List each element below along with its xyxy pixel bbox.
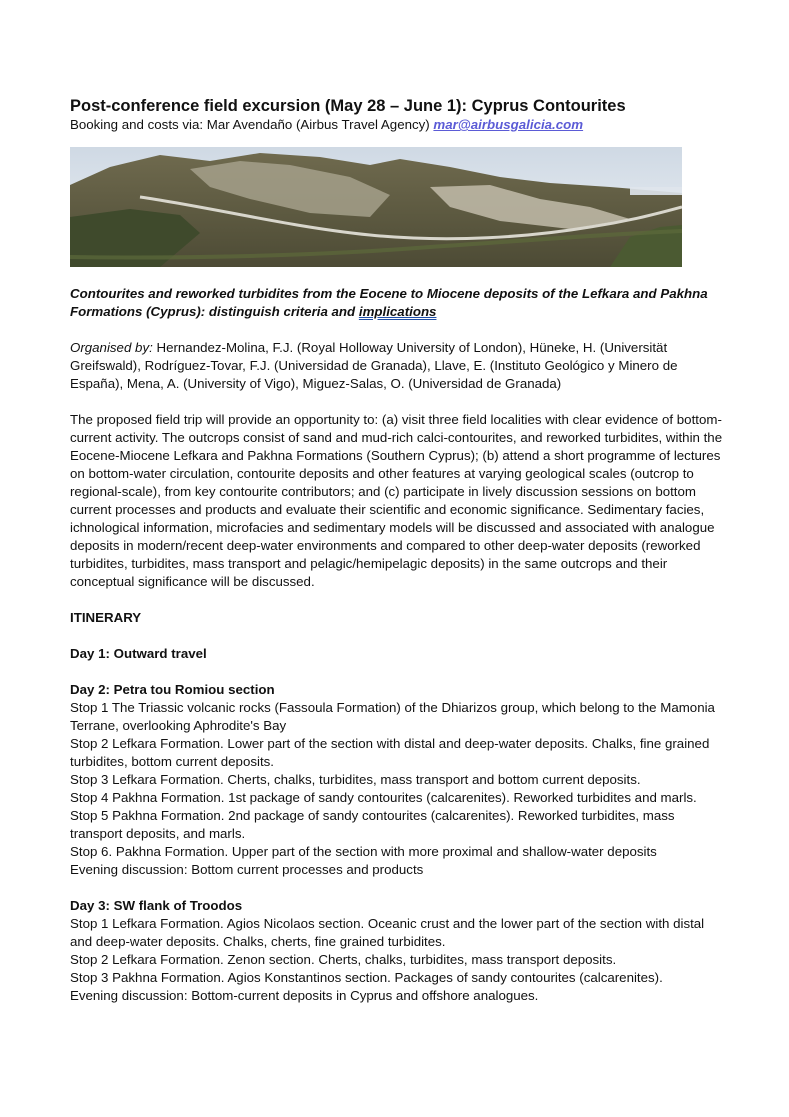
- subtitle-last-word: implications: [358, 304, 437, 319]
- day3-stop-3: Stop 3 Pakhna Formation. Agios Konstantinos section. Packages of sandy contourites (calcarenites).: [70, 970, 663, 985]
- organised-label: Organised by:: [70, 340, 153, 355]
- description-paragraph: The proposed field trip will provide an opportunity to: (a) visit three field localities with clear evidence of bottom-current activity. The outcrops consist of sand and mud-rich calci-contourites, and reworked turbidites, within the Eocene-Miocene Lefkara and Pakhna Formations (Southern Cyprus); (b) attend a short programme of lectures on bottom-water circulation, contourite deposits and other features at varying geological scales (outcrop to regional-scale), from key contourite contributors; and (c) participate in lively discussion sessions on bottom current processes and products and evaluate their scientific and economic significance. Sedimentary facies, ichnological information, microfacies and sedimentary models will be discussed and associated with analogue deposits in modern/recent deep-water environments and compared to other deep-water deposits (reworked turbidites, turbidites, mass transport and pelagic/hemipelagic deposits) in the same outcrops and their conceptual significance will be discussed.: [70, 412, 723, 589]
- day3-evening-discussion: Evening discussion: Bottom-current deposits in Cyprus and offshore analogues.: [70, 988, 539, 1003]
- day3-stop-1: Stop 1 Lefkara Formation. Agios Nicolaos section. Oceanic crust and the lower part of the section with distal and deep-water deposits. Chalks, cherts, fine grained turbidites.: [70, 916, 705, 949]
- booking-email-link[interactable]: mar@airbusgalicia.com: [433, 117, 584, 132]
- day2-evening-discussion: Evening discussion: Bottom current processes and products: [70, 862, 424, 877]
- day2-stop-2: Stop 2 Lefkara Formation. Lower part of the section with distal and deep-water deposits. Chalks, fine grained turbidites, bottom current deposits.: [70, 736, 710, 769]
- page-title: Post-conference field excursion (May 28 – June 1): Cyprus Contourites: [70, 97, 626, 115]
- document-page: [70, 96, 725, 1005]
- organisers-paragraph: [70, 339, 725, 393]
- day2-stop-1: Stop 1 The Triassic volcanic rocks (Fassoula Formation) of the Dhiarizos group, which belong to the Mamonia Terrane, overlooking Aphrodite's Bay: [70, 700, 715, 733]
- subtitle-main: Contourites and reworked turbidites from the Eocene to Miocene deposits of the Lefkara and Pakhna Formations (Cyprus): distinguish criteria and: [70, 286, 708, 319]
- day3-heading: Day 3: SW flank of Troodos: [70, 898, 243, 913]
- day2-heading: Day 2: Petra tou Romiou section: [70, 682, 275, 697]
- booking-line: [70, 116, 725, 134]
- landscape-photo: [70, 147, 682, 267]
- day2-stop-4: Stop 4 Pakhna Formation. 1st package of sandy contourites (calcarenites). Reworked turbidites and marls.: [70, 790, 697, 805]
- organised-text: Hernandez-Molina, F.J. (Royal Holloway University of London), Hüneke, H. (Universität Greifswald), Rodríguez-Tovar, F.J. (Universidad de Granada), Llave, E. (Instituto Geológico y Minero de España), Mena, A. (University of Vigo), Miguez-Salas, O. (Universidad de Granada): [70, 340, 678, 391]
- day1-heading: Day 1: Outward travel: [70, 646, 207, 661]
- day2-stop-6: Stop 6. Pakhna Formation. Upper part of the section with more proximal and shallow-water deposits: [70, 844, 657, 859]
- day2-stop-5: Stop 5 Pakhna Formation. 2nd package of sandy contourites (calcarenites). Reworked turbidites, mass transport deposits, and marls.: [70, 808, 675, 841]
- itinerary-heading: ITINERARY: [70, 610, 142, 625]
- booking-text: Booking and costs via: Mar Avendaño (Airbus Travel Agency): [70, 117, 434, 132]
- day2-stop-3: Stop 3 Lefkara Formation. Cherts, chalks, turbidites, mass transport and bottom current deposits.: [70, 772, 641, 787]
- excursion-subtitle: [70, 285, 725, 321]
- day3-stop-2: Stop 2 Lefkara Formation. Zenon section. Cherts, chalks, turbidites, mass transport deposits.: [70, 952, 617, 967]
